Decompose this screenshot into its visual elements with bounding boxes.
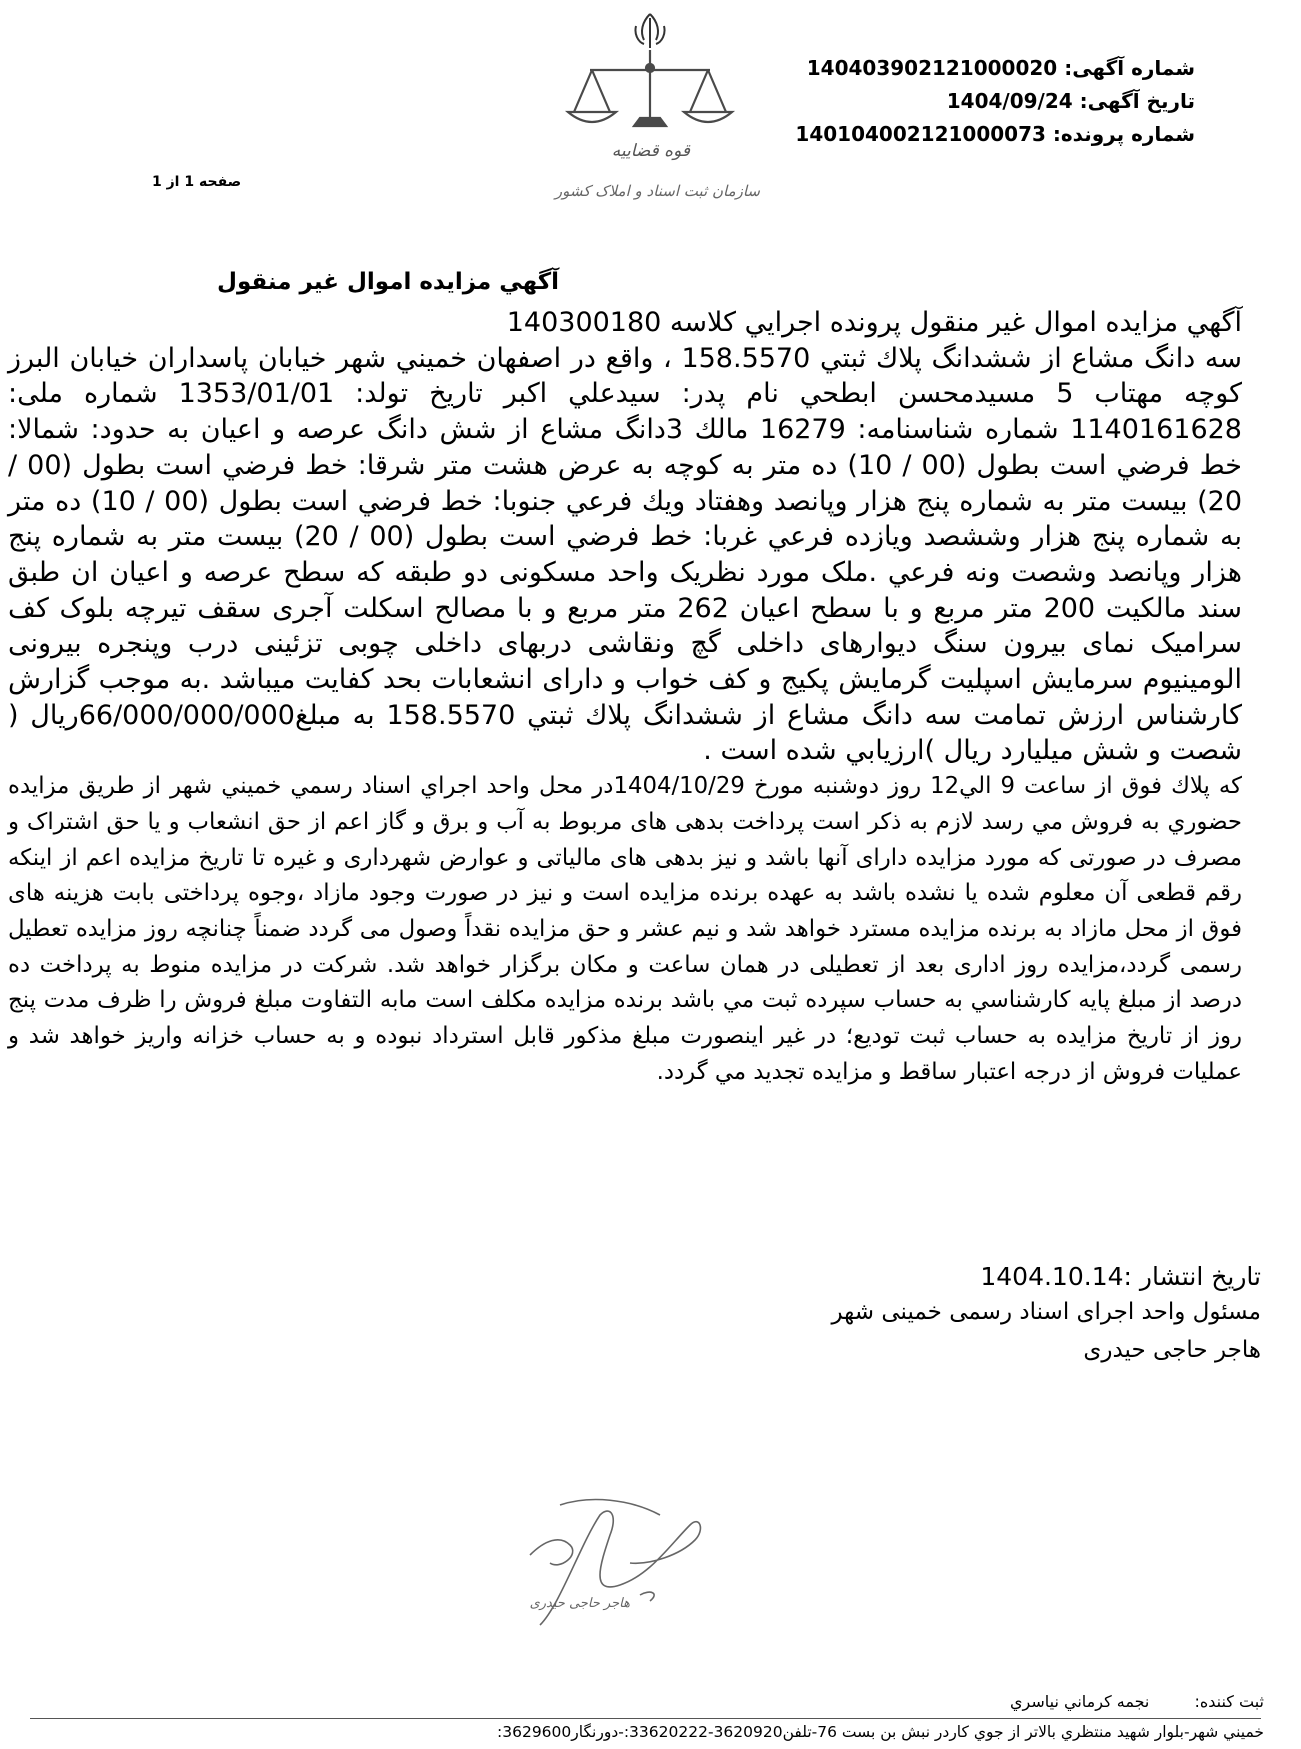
document-body xyxy=(8,305,1242,1090)
ad-date-label: تاریخ آگهی: xyxy=(1079,89,1195,113)
signer-title: مسئول واحد اجرای اسناد رسمی خمینی شهر xyxy=(831,1299,1261,1325)
office-address: خميني شهر-بلوار شهيد منتظري بالاتر از جوي كاردر نبش بن بست 76-تلفن3620920-33620222:-دورنگار3629600: xyxy=(497,1723,1264,1741)
document-title: آگهي مزايده اموال غير منقول xyxy=(216,269,560,295)
signature-note: هاجر حاجی حیدری xyxy=(529,1596,630,1611)
registrar-row xyxy=(1010,1692,1264,1711)
ad-metadata xyxy=(775,52,1195,151)
registrar-name: نجمه كرماني نياسري xyxy=(1010,1692,1150,1711)
file-number-label: شماره پرونده: xyxy=(1052,122,1195,146)
ad-date: 1404/09/24 xyxy=(946,89,1073,113)
ad-number: 140403902121000020 xyxy=(806,56,1058,80)
footer-divider xyxy=(30,1718,1261,1719)
handwritten-signature xyxy=(500,1485,730,1645)
page-indicator: صفحه 1 از 1 xyxy=(152,174,242,190)
scales-of-justice-icon xyxy=(530,8,770,223)
signer-block xyxy=(831,1293,1261,1369)
registrar-label: ثبت کننده: xyxy=(1194,1692,1264,1711)
signature-icon xyxy=(500,1485,730,1645)
emblem-org-text: سازمان ثبت اسناد و املاک کشور xyxy=(554,182,760,200)
property-description: سه دانگ مشاع از ششدانگ پلاك ثبتي 158.5570 ، واقع در اصفهان خميني شهر خيابان پاسداران خيابان البرز كوچه مهتاب 5 مسيدمحسن ابطحي نام پدر: سيدعلي اكبر تاريخ تولد: 1353/01/01 شماره ملی: 1140161628 شماره شناسنامه: 16279 مالك 3دانگ مشاع از شش دانگ عرصه و اعيان به حدود: شمالا: خط فرضي است بطول (00 / 10) ده متر به كوچه به عرض هشت متر شرقا: خط فرضي است بطول (00 / 20) بيست متر به شماره پنج هزار وپانصد وهفتاد ويك فرعي جنوبا: خط فرضي است بطول (00 / 10) ده متر به شماره پنج هزار وششصد ويازده فرعي غربا: خط فرضي است بطول (00 / 20) بيست متر به شماره پنج هزار وپانصد وشصت ونه فرعي .ملک مورد نظریک واحد مسکونی دو طبقه که سطح عرصه و اعیان ان طبق سند مالکیت 200 متر مربع و با سطح اعیان 262 متر مربع و با مصالح اسکلت آجری سقف تیرچه بلوک کف سرامیک نمای بیرون سنگ دیوارهای داخلی گچ ونقاشی دربهای داخلی چوبی تزئینی درب وپنجره بیرونی الومینیوم سرمایش اسپلیت گرمایش پکیج و کف خواب و دارای انشعابات بحد کفایت میباشد .به موجب گزارش کارشناس ارزش تمامت سه دانگ مشاع از ششدانگ پلاك ثبتي 158.5570 به مبلغ66/000/000/000ريال ( شصت و شش ميليارد ريال )ارزيابي شده است . xyxy=(8,342,1243,767)
ad-date-row xyxy=(775,85,1195,118)
judiciary-emblem xyxy=(530,8,770,223)
case-paragraph: آگهي مزايده اموال غير منقول پرونده اجرايي كلاسه 140300180 xyxy=(506,307,1242,338)
file-number-row xyxy=(775,118,1195,151)
publish-date-label: تاریخ انتشار : xyxy=(1123,1262,1261,1291)
ad-number-label: شماره آگهی: xyxy=(1064,56,1195,80)
publish-date-row xyxy=(980,1258,1261,1296)
publish-date: 1404.10.14 xyxy=(980,1262,1124,1291)
auction-terms: كه پلاك فوق از ساعت 9 الي12 روز دوشنبه مورخ 1404/10/29در محل واحد اجراي اسناد رسمي خميني شهر از طريق مزايده حضوري به فروش مي رسد لازم به ذكر است پرداخت بدهی های مربوط به آب و برق و گاز اعم از حق انشعاب و یا حق اشتراک و مصرف در صورتی که مورد مزایده دارای آنها باشد و نیز بدهی های مالیاتی و عوارض شهرداری و غیره تا تاریخ مزایده اعم از اینکه رقم قطعی آن معلوم شده یا نشده باشد به عهده برنده مزایده است و نیز در صورت وجود مازاد ،وجوه پرداختی بابت هزینه های فوق از محل مازاد به برنده مزایده مسترد خواهد شد و نیم عشر و حق مزایده نقداً وصول می گردد ضمناً چنانچه روز مزایده تعطیل رسمی گردد،مزایده روز اداری بعد از تعطیلی در همان ساعت و مکان برگزار خواهد شد. شركت در مزايده منوط به پرداخت ده درصد از مبلغ پايه كارشناسي به حساب سپرده ثبت مي باشد برنده مزايده مكلف است مابه التفاوت مبلغ فروش را ظرف مدت پنج روز از تاريخ مزايده به حساب ثبت توديع؛ در غير اينصورت مبلغ مذكور قابل استرداد نبوده و به حساب خزانه واريز خواهد شد و عمليات فروش از درجه اعتبار ساقط و مزايده تجديد مي گردد. xyxy=(8,773,1242,1085)
file-number: 140104002121000073 xyxy=(795,122,1046,146)
ad-number-row xyxy=(775,52,1195,85)
emblem-judiciary-text: قوه قضاییه xyxy=(611,141,690,161)
signer-name: هاجر حاجی حیدری xyxy=(1083,1337,1261,1363)
